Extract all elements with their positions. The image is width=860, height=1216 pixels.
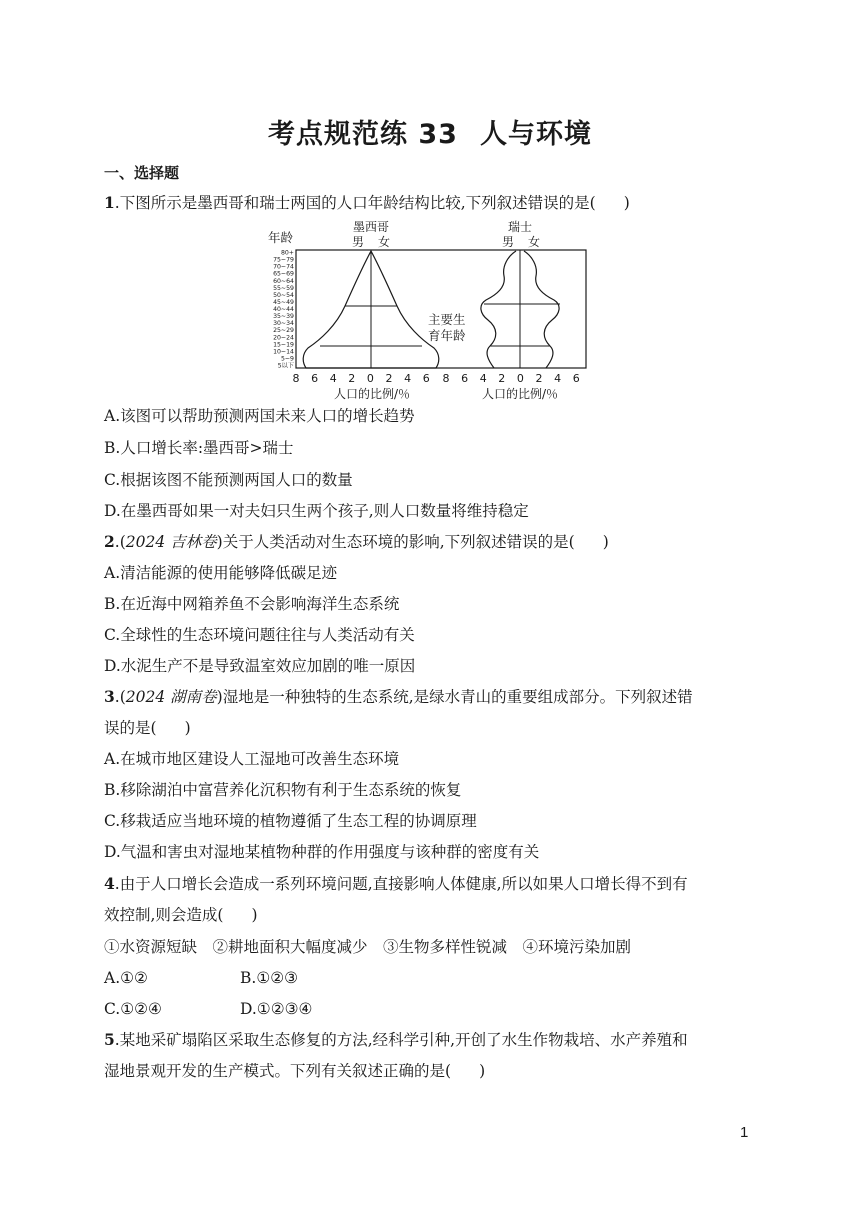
x-tick-label: 0	[366, 372, 374, 385]
question-4-stem	[104, 873, 764, 895]
q4-option-b: B.①②③	[240, 969, 299, 987]
question-5-text: .某地采矿塌陷区采取生态修复的方法,经科学引种,开创了水生作物栽培、水产养殖和	[114, 1031, 688, 1049]
question-2-stem	[104, 531, 764, 553]
age-tick-label: 15~19	[273, 341, 294, 349]
q2-option-c: C.全球性的生态环境问题往往与人类活动有关	[104, 626, 415, 644]
question-1-stem	[104, 192, 764, 214]
section-heading: 一、选择题	[104, 164, 180, 182]
age-tick-label: 40~44	[273, 306, 294, 313]
age-tick-label: 55~59	[273, 284, 294, 292]
question-2-text: )关于人类活动对生态环境的影响,下列叙述错误的是(	[216, 533, 575, 551]
reproductive-age-annotation-1: 主要生	[428, 312, 466, 327]
age-tick-label: 65~69	[273, 270, 294, 278]
swiss-male-label: 男	[501, 235, 515, 249]
q4-options-row-2	[104, 998, 764, 1020]
question-1-number: 1	[104, 193, 115, 212]
swiss-label: 瑞士	[507, 220, 533, 234]
mexico-x-axis-label: 人口的比例/％	[333, 387, 411, 401]
q2-option-d: D.水泥生产不是导致温室效应加剧的唯一原因	[104, 657, 416, 675]
question-4-stem-line2	[104, 904, 764, 926]
question-3-text-2: 误的是(	[104, 719, 157, 737]
x-tick-labels	[293, 372, 580, 385]
question-3-stem-line2	[104, 717, 764, 739]
age-axis-label: 年龄	[268, 230, 294, 245]
reproductive-age-annotation-2: 育年龄	[428, 328, 466, 343]
title-main: 考点规范练 33	[268, 119, 458, 150]
age-tick-label: 50~54	[273, 291, 294, 299]
swiss-female-outline	[524, 251, 559, 368]
age-tick-label: 35~39	[273, 313, 294, 321]
title-sub: 人与环境	[479, 119, 592, 150]
question-1-close: )	[623, 194, 630, 212]
swiss-female-label: 女	[527, 235, 541, 249]
age-tick-label: 20~24	[273, 334, 294, 342]
x-tick-label: 2	[348, 372, 356, 385]
question-3-close: )	[184, 719, 191, 737]
mexico-label: 墨西哥	[352, 220, 390, 234]
x-tick-label: 4	[329, 372, 337, 385]
page-number: 1	[740, 1124, 749, 1141]
q3-option-d: D.气温和害虫对湿地某植物种群的作用强度与该种群的密度有关	[104, 843, 540, 861]
question-4-text-2: 效控制,则会造成(	[104, 906, 224, 924]
q1-option-b: B.人口增长率:墨西哥>瑞士	[104, 439, 294, 457]
x-tick-label: 6	[572, 372, 580, 385]
q1-option-d: D.在墨西哥如果一对夫妇只生两个孩子,则人口数量将维持稳定	[104, 502, 529, 520]
q1-option-c: C.根据该图不能预测两国人口的数量	[104, 471, 353, 489]
question-5-text-2: 湿地景观开发的生产模式。下列有关叙述正确的是(	[104, 1062, 452, 1080]
x-tick-label: 6	[461, 372, 469, 385]
question-4-text: .由于人口增长会造成一系列环境问题,直接影响人体健康,所以如果人口增长得不到有	[114, 875, 688, 893]
x-tick-label: 2	[535, 372, 543, 385]
question-3-number: 3	[104, 687, 115, 706]
swiss-x-axis-label: 人口的比例/％	[481, 387, 559, 401]
age-tick-label: 10~14	[273, 348, 294, 356]
q4-option-c: C.①②④	[104, 1000, 162, 1018]
mexico-male-label: 男	[351, 235, 365, 249]
question-2-prefix: .(	[114, 533, 126, 551]
question-5-close: )	[479, 1062, 486, 1080]
age-tick-label: 60~64	[273, 277, 294, 285]
x-tick-label: 6	[311, 372, 319, 385]
question-2-close: )	[602, 533, 609, 551]
question-2-number: 2	[104, 532, 115, 551]
age-tick-label: 70~74	[273, 263, 294, 271]
age-tick-label: 5~9	[280, 355, 294, 363]
q4-option-d: D.①②③④	[240, 1000, 313, 1018]
q4-options-row-1	[104, 967, 764, 989]
question-5-stem-line2	[104, 1060, 764, 1082]
question-2-source: 2024 吉林卷	[125, 533, 217, 551]
x-tick-label: 2	[498, 372, 506, 385]
question-1-text: .下图所示是墨西哥和瑞士两国的人口年龄结构比较,下列叙述错误的是(	[114, 194, 596, 212]
mexico-female-label: 女	[377, 235, 391, 249]
age-tick-label: 80+	[280, 249, 294, 257]
page-title	[0, 112, 860, 151]
q3-option-c: C.移栽适应当地环境的植物遵循了生态工程的协调原理	[104, 812, 477, 830]
question-5-stem	[104, 1029, 764, 1051]
q2-option-b: B.在近海中网箱养鱼不会影响海洋生态系统	[104, 595, 400, 613]
q3-option-b: B.移除湖泊中富营养化沉积物有利于生态系统的恢复	[104, 781, 462, 799]
age-tick-label: 25~29	[273, 327, 294, 335]
x-tick-label: 8	[442, 372, 450, 385]
x-tick-label: 8	[292, 372, 300, 385]
age-tick-label: 45~49	[273, 298, 294, 306]
x-tick-label: 4	[554, 372, 562, 385]
q3-option-a: A.在城市地区建设人工湿地可改善生态环境	[104, 750, 400, 768]
x-tick-label: 4	[404, 372, 412, 385]
question-4-items: ①水资源短缺 ②耕地面积大幅度减少 ③生物多样性锐减 ④环境污染加剧	[104, 938, 632, 956]
swiss-male-outline	[481, 251, 516, 368]
q4-option-a: A.①②	[104, 969, 148, 987]
x-tick-label: 4	[479, 372, 487, 385]
age-tick-label: 30~34	[273, 320, 294, 328]
chart-frame	[296, 250, 586, 368]
age-tick-label: 75~79	[273, 256, 294, 264]
question-4-number: 4	[104, 874, 115, 893]
question-3-stem	[104, 686, 764, 708]
question-3-text: )湿地是一种独特的生态系统,是绿水青山的重要组成部分。下列叙述错	[216, 688, 693, 706]
question-3-prefix: .(	[114, 688, 126, 706]
x-tick-label: 0	[516, 372, 524, 385]
x-tick-label: 2	[385, 372, 393, 385]
population-pyramid-figure	[262, 218, 602, 402]
question-5-number: 5	[104, 1030, 115, 1049]
age-tick-labels	[273, 250, 294, 370]
age-tick-label: 5以下	[277, 362, 294, 370]
q2-option-a: A.清洁能源的使用能够降低碳足迹	[104, 564, 338, 582]
question-4-close: )	[251, 906, 258, 924]
question-3-source: 2024 湖南卷	[125, 688, 217, 706]
x-tick-label: 6	[422, 372, 430, 385]
q1-option-a: A.该图可以帮助预测两国未来人口的增长趋势	[104, 407, 415, 425]
